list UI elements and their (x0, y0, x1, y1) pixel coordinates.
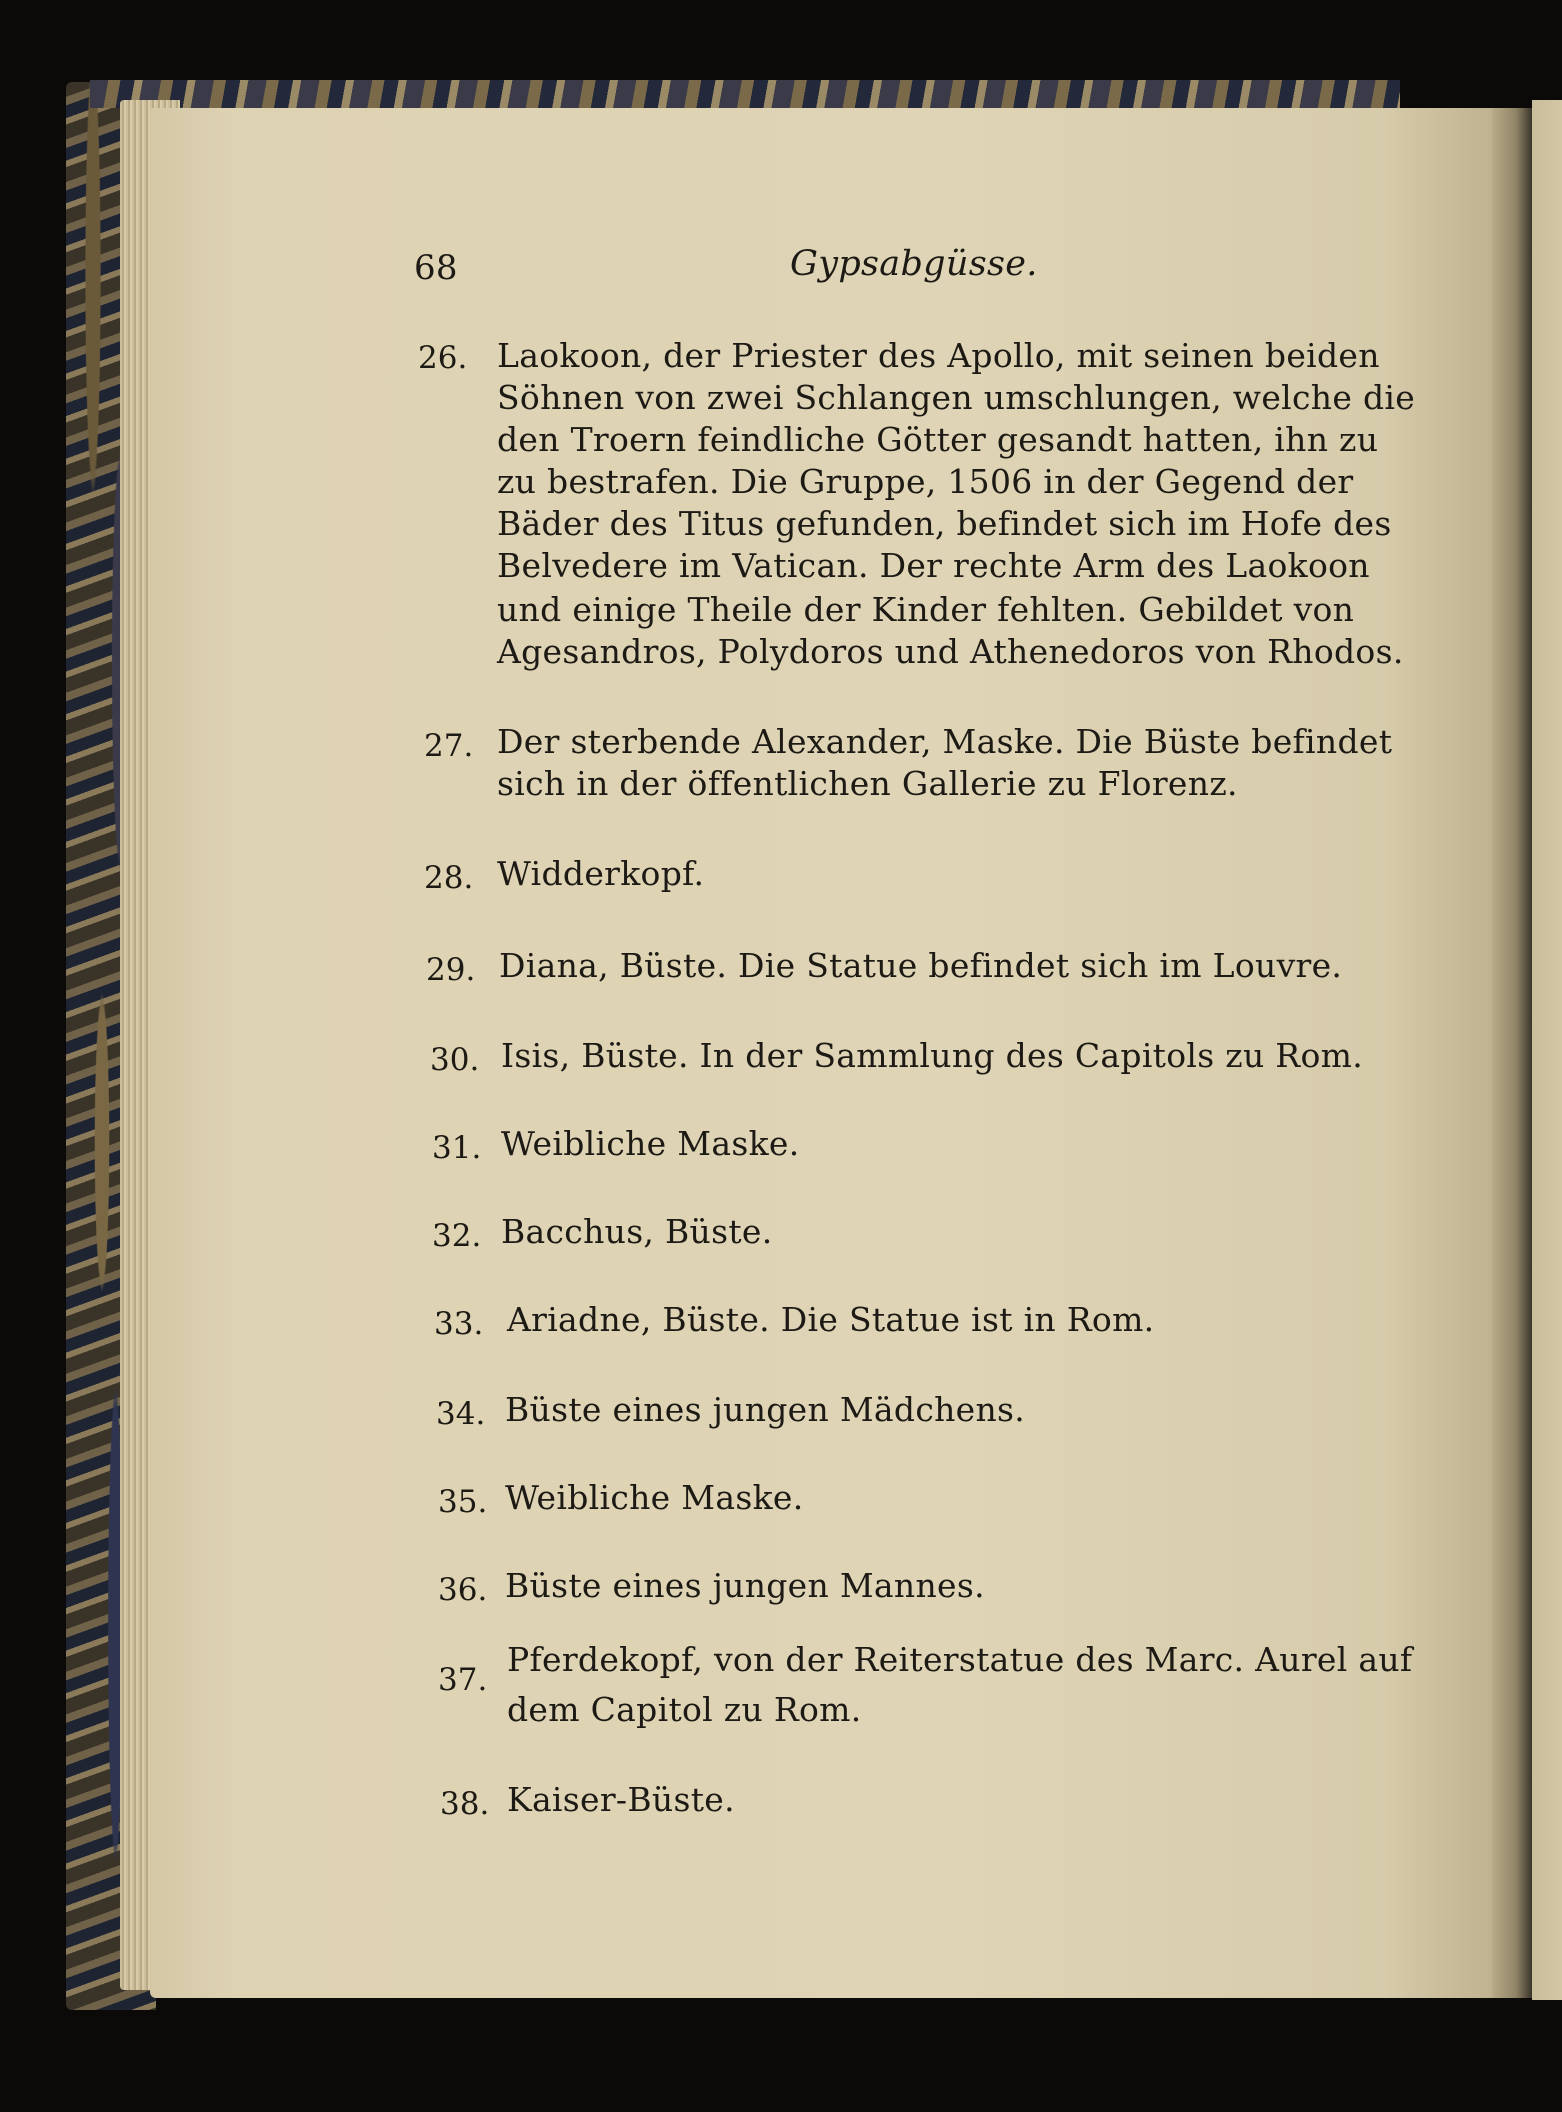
entry-line: Weibliche Maske. (505, 1478, 804, 1517)
entry-number: 26. (418, 340, 468, 376)
entry-line: den Troern feindliche Götter gesandt hatten, ihn zu (497, 420, 1379, 459)
entry-line: Büste eines jungen Mannes. (505, 1566, 985, 1605)
entry-line: zu bestrafen. Die Gruppe, 1506 in der Gegend der (497, 462, 1354, 501)
entry-number: 35. (438, 1484, 488, 1520)
entry-line: Ariadne, Büste. Die Statue ist in Rom. (507, 1300, 1155, 1339)
entry-line: und einige Theile der Kinder fehlten. Gebildet von (497, 590, 1355, 629)
entry-line: Büste eines jungen Mädchens. (505, 1390, 1026, 1429)
entry-line: Bacchus, Büste. (501, 1212, 773, 1251)
entry-number: 32. (432, 1218, 482, 1254)
entry-line: Weibliche Maske. (501, 1124, 800, 1163)
entry-number: 29. (426, 952, 476, 988)
entry-line: Der sterbende Alexander, Maske. Die Büste befindet (497, 722, 1393, 761)
entry-line: Agesandros, Polydoros und Athenedoros von Rhodos. (497, 632, 1404, 671)
entry-line: Widderkopf. (497, 854, 705, 893)
entry-line: Söhnen von zwei Schlangen umschlungen, welche die (497, 378, 1416, 417)
entry-number: 34. (436, 1396, 486, 1432)
book-gutter (1492, 108, 1532, 1998)
facing-page-edge (1532, 100, 1562, 2000)
entry-number: 36. (438, 1572, 488, 1608)
entry-line: sich in der öffentlichen Gallerie zu Florenz. (497, 764, 1238, 803)
entry-number: 31. (432, 1130, 482, 1166)
entry-line: Pferdekopf, von der Reiterstatue des Marc. Aurel auf (507, 1640, 1413, 1679)
entry-line: Kaiser-Büste. (507, 1780, 735, 1819)
entry-line: Isis, Büste. In der Sammlung des Capitols zu Rom. (501, 1036, 1364, 1075)
entry-line: Belvedere im Vatican. Der rechte Arm des Laokoon (497, 546, 1370, 585)
entry-number: 27. (424, 728, 474, 764)
entry-line: dem Capitol zu Rom. (507, 1690, 862, 1729)
entry-number: 33. (434, 1306, 484, 1342)
running-title: Gypsabgüsse. (790, 244, 1038, 284)
entry-line: Bäder des Titus gefunden, befindet sich im Hofe des (497, 504, 1392, 543)
entry-number: 38. (440, 1786, 490, 1822)
entry-number: 30. (430, 1042, 480, 1078)
entry-line: Laokoon, der Priester des Apollo, mit seinen beiden (497, 336, 1380, 375)
entry-line: Diana, Büste. Die Statue befindet sich im Louvre. (499, 946, 1343, 985)
marbled-cover-top (90, 80, 1400, 108)
entry-number: 28. (424, 860, 474, 896)
page-number: 68 (414, 248, 458, 288)
entry-number: 37. (438, 1662, 488, 1698)
